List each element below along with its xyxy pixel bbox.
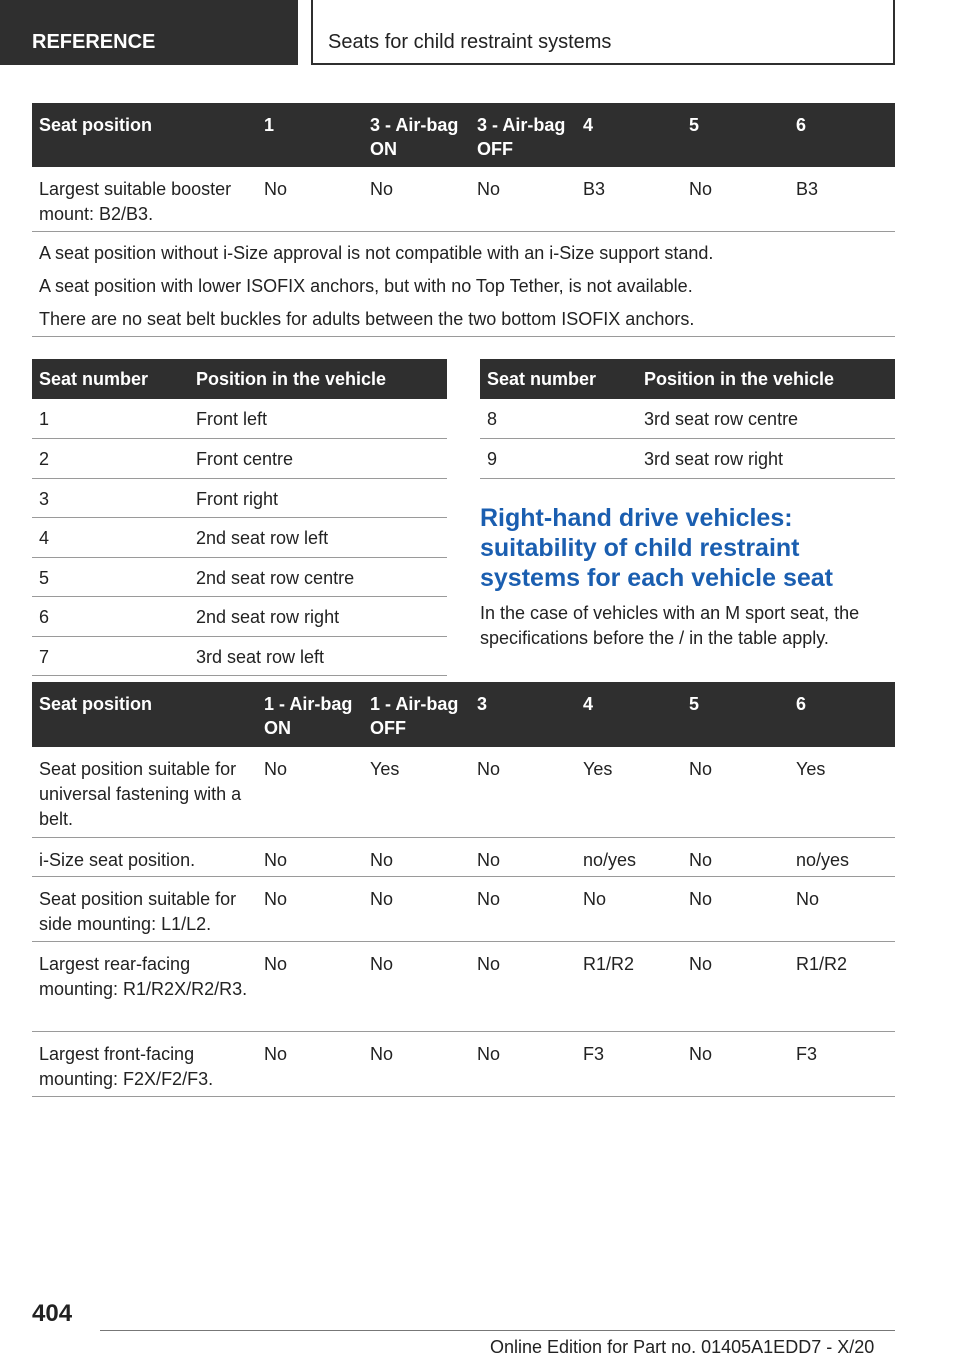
seat-location: Front right (189, 478, 447, 518)
column-header: 6 (789, 103, 895, 167)
row-label: Largest suitable booster mount: B2/B3. (32, 167, 257, 231)
table-cell: Yes (576, 747, 682, 837)
column-header: 1 - Air-bag OFF (363, 682, 470, 747)
section-paragraph: In the case of vehicles with an M sport seat, the specifications before the / in the table apply. (480, 603, 860, 648)
column-header: 4 (576, 682, 682, 747)
table-header-row (32, 103, 895, 167)
column-header: Position in the vehicle (189, 359, 447, 399)
column-header: 5 (682, 682, 789, 747)
column-header: Position in the vehicle (637, 359, 895, 399)
table-cell: No (257, 837, 363, 876)
table-cell: No (470, 941, 576, 1031)
table-cell: No (257, 747, 363, 837)
table-cell: No (257, 941, 363, 1031)
table-cell: No (363, 876, 470, 941)
row-label: Seat position suitable for universal fastening with a belt. (32, 747, 257, 837)
table-row (32, 837, 895, 876)
table-row (32, 1031, 895, 1096)
seat-location: 2nd seat row right (189, 597, 447, 637)
column-header: 4 (576, 103, 682, 167)
table-cell: No (682, 941, 789, 1031)
table-row (32, 439, 447, 479)
seat-number: 9 (480, 439, 637, 479)
table-row (32, 557, 447, 597)
seat-number: 7 (32, 636, 189, 676)
table-cell: R1/R2 (576, 941, 682, 1031)
table-cell: No (682, 876, 789, 941)
table-cell: no/yes (789, 837, 895, 876)
seat-location: 3rd seat row left (189, 636, 447, 676)
table-row (32, 399, 447, 439)
column-header: Seat position (32, 103, 257, 167)
table-cell: No (682, 837, 789, 876)
seat-number: 3 (32, 478, 189, 518)
table-cell: No (257, 876, 363, 941)
row-label: Largest front-facing mounting: F2X/F2/F3. (32, 1031, 257, 1096)
table-cell: No (363, 941, 470, 1031)
table-cell: No (682, 747, 789, 837)
column-header: Seat number (32, 359, 189, 399)
table-cell: No (363, 837, 470, 876)
table-cell: No (257, 1031, 363, 1096)
seat-location: 3rd seat row centre (637, 399, 895, 439)
table-header-row (480, 359, 895, 399)
table-cell: No (470, 837, 576, 876)
table-cell: No (363, 167, 470, 231)
column-header: 3 - Air-bag OFF (470, 103, 576, 167)
table-row (32, 597, 447, 637)
table-row (32, 478, 447, 518)
seat-number: 4 (32, 518, 189, 558)
seat-number: 6 (32, 597, 189, 637)
table-notes-row (32, 231, 895, 336)
seat-location: 3rd seat row right (637, 439, 895, 479)
page-number: 404 (32, 1300, 73, 1327)
footer-edition: Online Edition for Part no. 01405A1EDD7 - X/20 (490, 1337, 875, 1357)
section-label: REFERENCE (0, 0, 298, 65)
table-cell: No (363, 1031, 470, 1096)
table-cell: No (470, 876, 576, 941)
table-cell: No (682, 167, 789, 231)
table-row (480, 399, 895, 439)
table-cell: No (257, 167, 363, 231)
seat-number: 2 (32, 439, 189, 479)
table-header-row (32, 359, 447, 399)
column-header: 6 (789, 682, 895, 747)
column-header: 5 (682, 103, 789, 167)
table-notes (32, 231, 895, 336)
column-header: Seat position (32, 682, 257, 747)
table-cell: No (576, 876, 682, 941)
seat-location: Front left (189, 399, 447, 439)
row-label: i-Size seat position. (32, 837, 257, 876)
table-cell: No (470, 747, 576, 837)
footer-divider (100, 1330, 895, 1331)
table-row (32, 167, 895, 231)
column-header: 1 - Air-bag ON (257, 682, 363, 747)
table-cell: B3 (789, 167, 895, 231)
seat-number: 1 (32, 399, 189, 439)
column-header: 3 - Air-bag ON (363, 103, 470, 167)
table-row (32, 747, 895, 837)
table-row (32, 941, 895, 1031)
seat-number: 5 (32, 557, 189, 597)
seat-location: 2nd seat row centre (189, 557, 447, 597)
table-cell: F3 (789, 1031, 895, 1096)
table-row (32, 636, 447, 676)
seat-number-table-right (480, 359, 895, 479)
table-cell: R1/R2 (789, 941, 895, 1031)
table-row (32, 518, 447, 558)
column-header: 1 (257, 103, 363, 167)
row-label: Seat position suitable for side mounting: L1/L2. (32, 876, 257, 941)
row-label: Largest rear-facing mounting: R1/R2X/R2/R3. (32, 941, 257, 1031)
page-title: Seats for child restraint systems (311, 0, 895, 65)
section-heading: Right-hand drive vehicles: suitability of child restraint systems for each vehicle seat (480, 504, 833, 592)
seat-location: Front centre (189, 439, 447, 479)
table-cell: No (470, 1031, 576, 1096)
seat-number: 8 (480, 399, 637, 439)
table-cell: No (789, 876, 895, 941)
seat-location: 2nd seat row left (189, 518, 447, 558)
table-row (480, 439, 895, 479)
note-text: A seat position with lower ISOFIX anchors, but with no Top Tether, is not available. (39, 275, 693, 296)
table-cell: B3 (576, 167, 682, 231)
table-cell: F3 (576, 1031, 682, 1096)
table-cell: no/yes (576, 837, 682, 876)
table-cell: Yes (363, 747, 470, 837)
seat-number-table-left (32, 359, 447, 676)
note-text: A seat position without i-Size approval is not compatible with an i-Size support stand. (39, 242, 714, 263)
rhd-suitability-table (32, 682, 895, 1097)
table-header-row (32, 682, 895, 747)
column-header: 3 (470, 682, 576, 747)
table-cell: Yes (789, 747, 895, 837)
note-text: There are no seat belt buckles for adults between the two bottom ISOFIX anchors. (39, 308, 695, 329)
isofix-suitability-table (32, 103, 895, 337)
table-row (32, 876, 895, 941)
table-cell: No (470, 167, 576, 231)
table-cell: No (682, 1031, 789, 1096)
column-header: Seat number (480, 359, 637, 399)
